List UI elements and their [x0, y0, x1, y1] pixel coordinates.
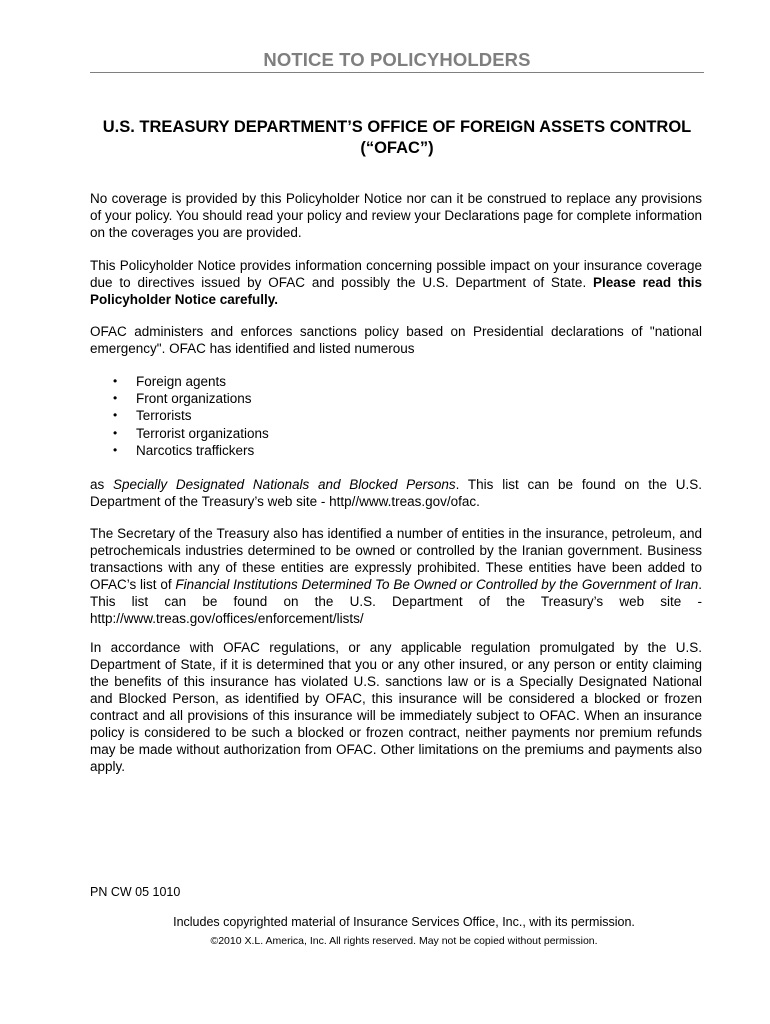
read-carefully-emphasis: Please read this Policyholder Notice carefully. [90, 275, 702, 307]
document-heading [90, 117, 704, 159]
copyright-xl: ©2010 X.L. America, Inc. All rights reserved. May not be copied without permission. [210, 935, 598, 947]
heading-line-1: U.S. TREASURY DEPARTMENT’S OFFICE OF FOREIGN ASSETS CONTROL [102, 118, 692, 136]
paragraph-iran-entities: The Secretary of the Treasury also has identified a number of entities in the insurance, petroleum, and petrochemicals industries determined to be owned or controlled by the Iranian government. Business transactions with any of these entities are expressly prohibited. These entities have been added to OFAC’s list of Financial Institutions Determined To Be Owned or Controlled by the Government of Iran. This list can be found on the U.S. Department of the Treasury’s web site - http://www.treas.gov/offices/enforcement/lists/ [90, 526, 702, 626]
document-page [90, 0, 702, 1024]
bullet-icon: • [113, 374, 118, 388]
bullet-icon: • [113, 425, 118, 440]
bullet-icon: • [113, 442, 118, 457]
list-item: • Front organizations [113, 391, 252, 407]
paragraph-ofac-administers: OFAC administers and enforces sanctions policy based on Presidential declarations of "national emergency". OFAC has identified and listed numerous [90, 324, 702, 356]
form-code: PN CW 05 1010 [90, 885, 181, 899]
bullet-icon: • [113, 391, 118, 406]
paragraph-sdn-list: as Specially Designated Nationals and Blocked Persons. This list can be found on the U.S. Department of the Treasury’s web site - http//www.treas.gov/ofac. [90, 477, 703, 509]
paragraph-notice-purpose [90, 257, 702, 308]
bullet-icon: • [113, 408, 118, 423]
iran-list-name: Financial Institutions Determined To Be Owned or Controlled by the Government of Iran [175, 577, 699, 592]
list-item: • Terrorist organizations [113, 425, 269, 441]
listed-categories [90, 373, 702, 459]
copyright-iso: Includes copyrighted material of Insurance Services Office, Inc., with its permission. [173, 915, 635, 929]
notice-title: NOTICE TO POLICYHOLDERS [263, 49, 531, 70]
list-item: • Terrorists [113, 408, 192, 424]
list-item: • Foreign agents [113, 374, 227, 389]
notice-purpose-text: This Policyholder Notice provides information concerning possible impact on your insurance coverage due to directives issued by OFAC and possibly the U.S. Department of State. [90, 258, 702, 290]
list-item: • Narcotics traffickers [113, 442, 255, 458]
heading-line-2: (“OFAC”) [360, 139, 434, 157]
paragraph-coverage-disclaimer: No coverage is provided by this Policyholder Notice nor can it be construed to replace any provisions of your policy. You should read your policy and review your Declarations page for complete information on the coverages you are provided. [90, 191, 702, 240]
sdn-list-name: Specially Designated Nationals and Blocked Persons [113, 477, 456, 492]
paragraph-ofac-regulations: In accordance with OFAC regulations, or any applicable regulation promulgated by the U.S. Department of State, if it is determined that you or any other insured, or any person or entity claiming the benefits of this insurance has violated U.S. sanctions law or is a Specially Designated National and Blocked Person, as identified by OFAC, this insurance will be considered a blocked or frozen contract and all provisions of this insurance will be immediately subject to OFAC. When an insurance policy is considered to be such a blocked or frozen contract, neither payments nor premium refunds may be made without authorization from OFAC. Other limitations on the premiums and payments also apply. [90, 640, 702, 774]
title-divider [90, 72, 704, 73]
